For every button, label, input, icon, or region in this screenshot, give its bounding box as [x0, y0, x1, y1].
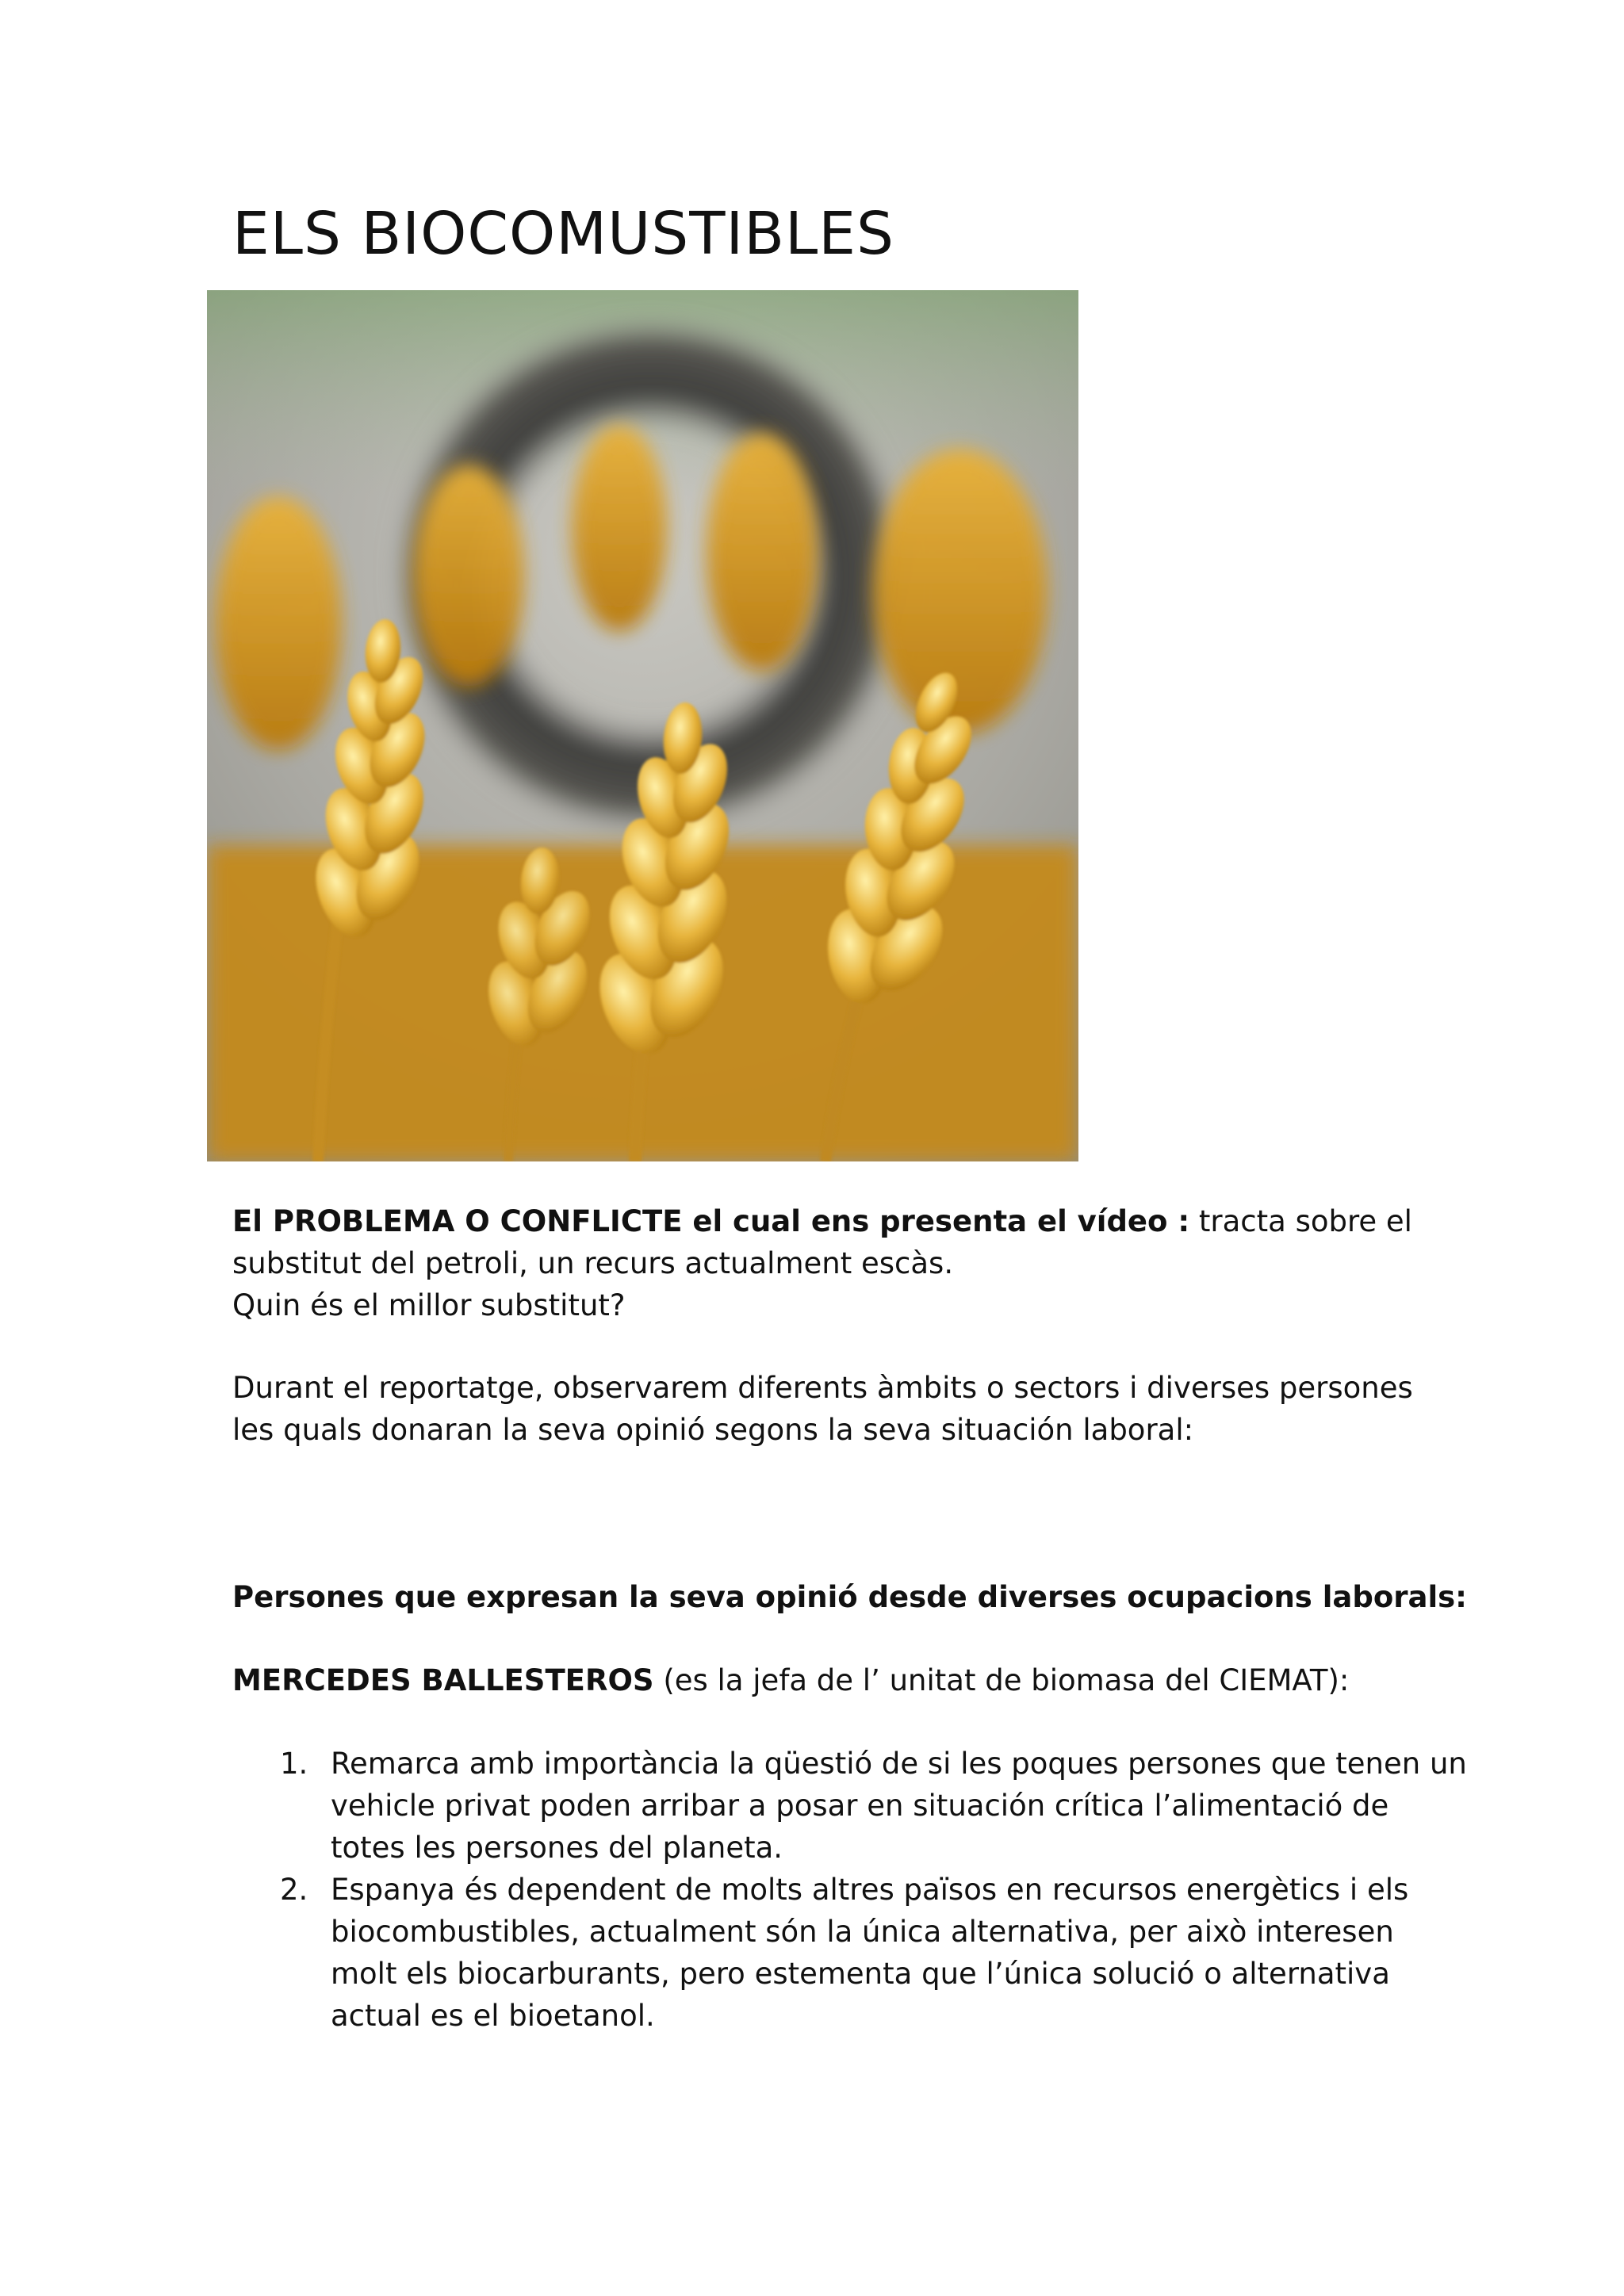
list-item-line: vehicle privat poden arribar a posar en situación crítica l’alimentació de	[331, 1789, 1389, 1823]
person-line	[232, 1659, 1438, 1701]
wheat-photo	[207, 290, 1078, 1161]
list-number: 2.	[280, 1873, 308, 1907]
intro-paragraph	[232, 1367, 1438, 1451]
list-item-line: actual es el bioetanol.	[331, 1999, 655, 2033]
document-title: ELS BIOCOMUSTIBLES	[232, 200, 894, 268]
problem-line-1	[232, 1200, 1438, 1242]
opinion-list	[232, 1743, 1501, 2037]
list-item	[232, 1869, 1501, 2037]
list-item-line: totes les persones del planeta.	[331, 1831, 783, 1865]
person-role: (es la jefa de l’ unitat de biomasa del CIEMAT):	[653, 1663, 1350, 1697]
list-number: 1.	[280, 1747, 308, 1781]
list-item-line: Espanya és dependent de molts altres països en recursos energètics i els	[331, 1873, 1409, 1907]
person-name: MERCEDES BALLESTEROS	[232, 1663, 654, 1697]
problem-label: El PROBLEMA O CONFLICTE el cual ens presenta el vídeo :	[232, 1204, 1190, 1238]
list-item-line: molt els biocarburants, pero estementa que l’única solució o alternativa	[331, 1957, 1390, 1991]
list-item	[232, 1743, 1501, 1869]
problem-paragraph	[232, 1200, 1438, 1326]
intro-line-2: les quals donaran la seva opinió segons la seva situación laboral:	[232, 1413, 1194, 1447]
intro-line-1: Durant el reportatge, observarem diferents àmbits o sectors i diverses persones	[232, 1371, 1413, 1405]
problem-line-3: Quin és el millor substitut?	[232, 1288, 626, 1322]
person-intro	[232, 1659, 1438, 1701]
section-heading-text: Persones que expresan la seva opinió desde diverses ocupacions laborals:	[232, 1580, 1467, 1614]
problem-line-2: substitut del petroli, un recurs actualment escàs.	[232, 1246, 954, 1280]
section-heading	[232, 1576, 1467, 1618]
problem-line-1-text: tracta sobre el	[1189, 1204, 1412, 1238]
list-item-line: biocombustibles, actualment són la única alternativa, per això interesen	[331, 1915, 1394, 1949]
wheat-image-graphic	[207, 290, 1078, 1161]
list-item-line: Remarca amb importància la qüestió de si les poques persones que tenen un	[331, 1747, 1467, 1781]
